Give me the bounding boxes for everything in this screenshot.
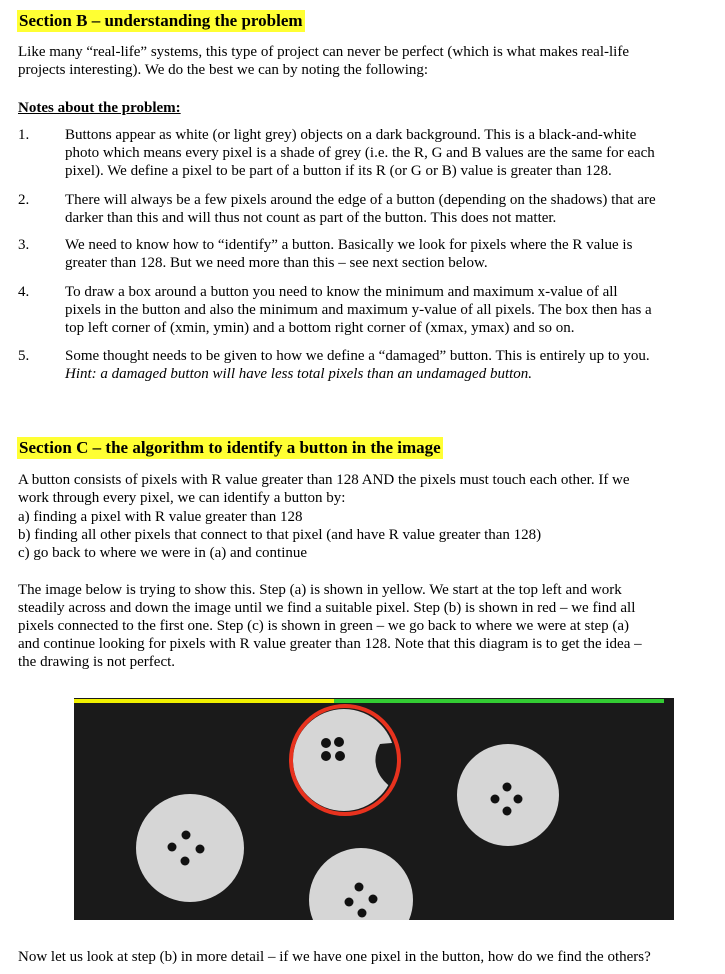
explanation-line: and continue looking for pixels with R value greater than 128. Note that this diagram is to get the idea – (18, 636, 642, 652)
buttons-diagram (74, 698, 674, 920)
explanation-paragraph (18, 581, 708, 671)
intro-line: work through every pixel, we can identify a button by: (18, 490, 346, 506)
note-line: To draw a box around a button you need to know the minimum and maximum x-value of all (65, 284, 618, 300)
note-line: pixels in the button and also the minimum and maximum y-value of all pixels. The box then has a (65, 302, 652, 318)
note-line: Buttons appear as white (or light grey) objects on a dark background. This is a black-and-white (65, 127, 637, 143)
step-c-scan-line (334, 699, 664, 703)
explanation-line: The image below is trying to show this. Step (a) is shown in yellow. We start at the top left and work (18, 582, 622, 598)
step-c: c) go back to where we were in (a) and continue (18, 545, 308, 561)
note-line: photo which means every pixel is a shade of grey (i.e. the R, G and B values are the same for each (65, 145, 655, 161)
note-number: 3. (18, 237, 30, 253)
section-c-heading: Section C – the algorithm to identify a button in the image (19, 438, 441, 457)
explanation-line: steadily across and down the image until we find a suitable pixel. Step (b) is shown in red – we find all (18, 600, 636, 616)
explanation-line: pixels connected to the first one. Step (c) is shown in green – we go back to where we were at step (a) (18, 618, 630, 634)
note-line: Some thought needs to be given to how we define a “damaged” button. This is entirely up to you. (65, 348, 650, 364)
step-b: b) finding all other pixels that connect to that pixel (and have R value greater than 128) (18, 527, 542, 543)
note-line: There will always be a few pixels around the edge of a button (depending on the shadows) that are (65, 192, 656, 208)
note-line: darker than this and will thus not count as part of the button. This does not matter. (65, 210, 557, 226)
notes-title: Notes about the problem: (18, 100, 181, 116)
section-b-intro (18, 43, 708, 79)
button-right (457, 744, 559, 846)
note-line: We need to know how to “identify” a button. Basically we look for pixels where the R value is (65, 237, 633, 253)
note-line: top left corner of (xmin, ymin) and a bottom right corner of (xmax, ymax) and so on. (65, 320, 575, 336)
button-left (136, 794, 244, 902)
note-number: 5. (18, 348, 30, 364)
section-b-heading: Section B – understanding the problem (19, 11, 303, 30)
intro-line: Like many “real-life” systems, this type of project can never be perfect (which is what makes real-life (18, 44, 629, 60)
hint-line: Hint: a damaged button will have less total pixels than an undamaged button. (65, 366, 533, 382)
note-line: greater than 128. But we need more than this – see next section below. (65, 255, 488, 271)
step-a: a) finding a pixel with R value greater than 128 (18, 509, 303, 525)
step-a-scan-line (74, 699, 334, 703)
intro-line: A button consists of pixels with R value greater than 128 AND the pixels must touch each other. If we (18, 472, 630, 488)
note-number: 1. (18, 127, 30, 143)
intro-line: projects interesting). We do the best we can by noting the following: (18, 62, 429, 78)
explanation-line: the drawing is not perfect. (18, 654, 176, 670)
section-c-intro (18, 471, 708, 507)
note-line: pixel). We define a pixel to be part of a button if its R (or G or B) value is greater than 128. (65, 163, 612, 179)
algorithm-steps (18, 508, 541, 562)
note-number: 2. (18, 192, 30, 208)
closing-line: Now let us look at step (b) in more detail – if we have one pixel in the button, how do we find the others? (18, 949, 651, 965)
note-number: 4. (18, 284, 30, 300)
